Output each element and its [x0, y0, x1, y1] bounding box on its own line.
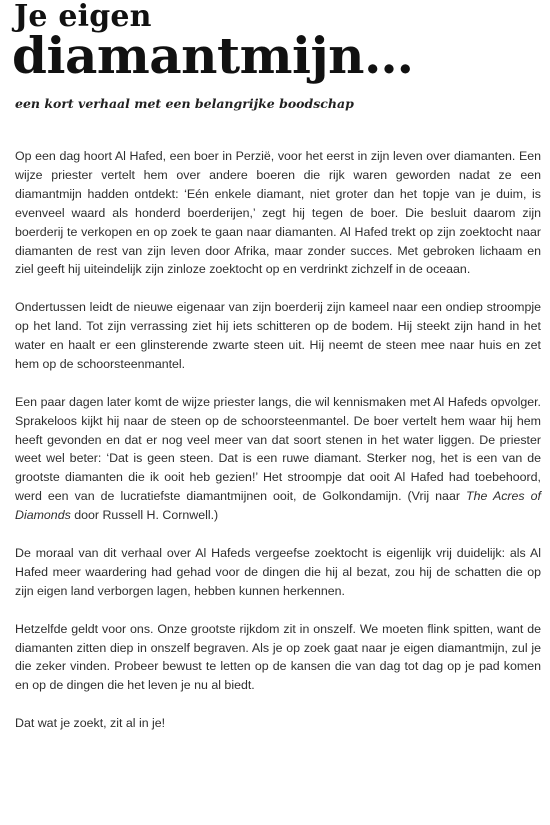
paragraph-2: Ondertussen leidt de nieuwe eigenaar van zijn boerderij zijn kameel naar een ondiep stroompje op het land. Tot zijn verrassing ziet hij iets schitteren op de bodem. Hij steekt zijn hand in het water en haalt er een glinsterende zwarte steen uit. Hij neemt de steen mee naar huis en zet hem op de schoorsteenmantel.: [15, 300, 541, 371]
closing-line: Dat wat je zoekt, zit al in je!: [15, 716, 166, 731]
paragraph-1: Op een dag hoort Al Hafed, een boer in Perzië, voor het eerst in zijn leven over diamanten. Een wijze priester vertelt hem over andere boeren die rijk waren geworden nadat ze een diamantmijn hadden ontdekt: ‘Eén enkele diamant, niet groter dan het topje van je duim, is evenveel waard als honderd boerderijen,’ zegt hij tegen de boer. Die besluit daarom zijn boerderij te verkopen en op zoek te gaan naar diamanten. Al Hafed trekt op zijn zoektocht naar diamanten de rest van zijn leven door Afrika, maar zonder succes. Met gebroken lichaam en ziel geeft hij uiteindelijk zijn zinloze zoektocht op en verdrinkt zichzelf in de oceaan.: [15, 149, 541, 277]
title-line-2: diamantmijn…: [12, 26, 414, 85]
paragraph-5: Hetzelfde geldt voor ons. Onze grootste rijkdom zit in onszelf. We moeten flink spitten, want de diamanten zitten diep in onszelf begraven. Als je op zoek gaat naar je eigen diamantmijn, zul je die zeker vinden. Probeer bewust te letten op de kansen die van dag tot dag op je pad komen en op de dingen die het leven je nu al biedt.: [15, 621, 541, 693]
story-body: [15, 147, 541, 733]
paragraph-4: De moraal van dit verhaal over Al Hafeds vergeefse zoektocht is eigenlijk vrij duidelijk: als Al Hafed meer waardering had gehad voor de dingen die hij al bezat, zou hij de schatten die op zijn eigen land verborgen lagen, hebben kunnen herkennen.: [15, 545, 541, 598]
paragraph-3-source: door Russell H. Cornwell.): [70, 508, 219, 523]
paragraph-3: [15, 393, 541, 525]
paragraph-3-text: Een paar dagen later komt de wijze priester langs, die wil kennismaken met Al Hafeds opvolger. Sprakeloos kijkt hij naar de steen op de schoorsteenmantel. De boer vertelt hem waar hij hem heeft gevonden en dat er nog veel meer van dat soort stenen in het water liggen. De priester weet wel beter: ‘Dat is geen steen. Dat is een ruwe diamant. Sterker nog, het is een van de grootste diamanten die ik ooit heb gezien!’ Het stroompje dat ooit Al Hafed had toebehoord, werd een van de lucratiefste diamantmijnen ooit, de Golkondamijn. (Vrij naar: [15, 394, 541, 504]
title-line-1: Je eigen: [14, 0, 152, 34]
book-title: The Acres of Diamonds: [15, 489, 541, 523]
subtitle: een kort verhaal met een belangrijke boodschap: [15, 96, 354, 111]
